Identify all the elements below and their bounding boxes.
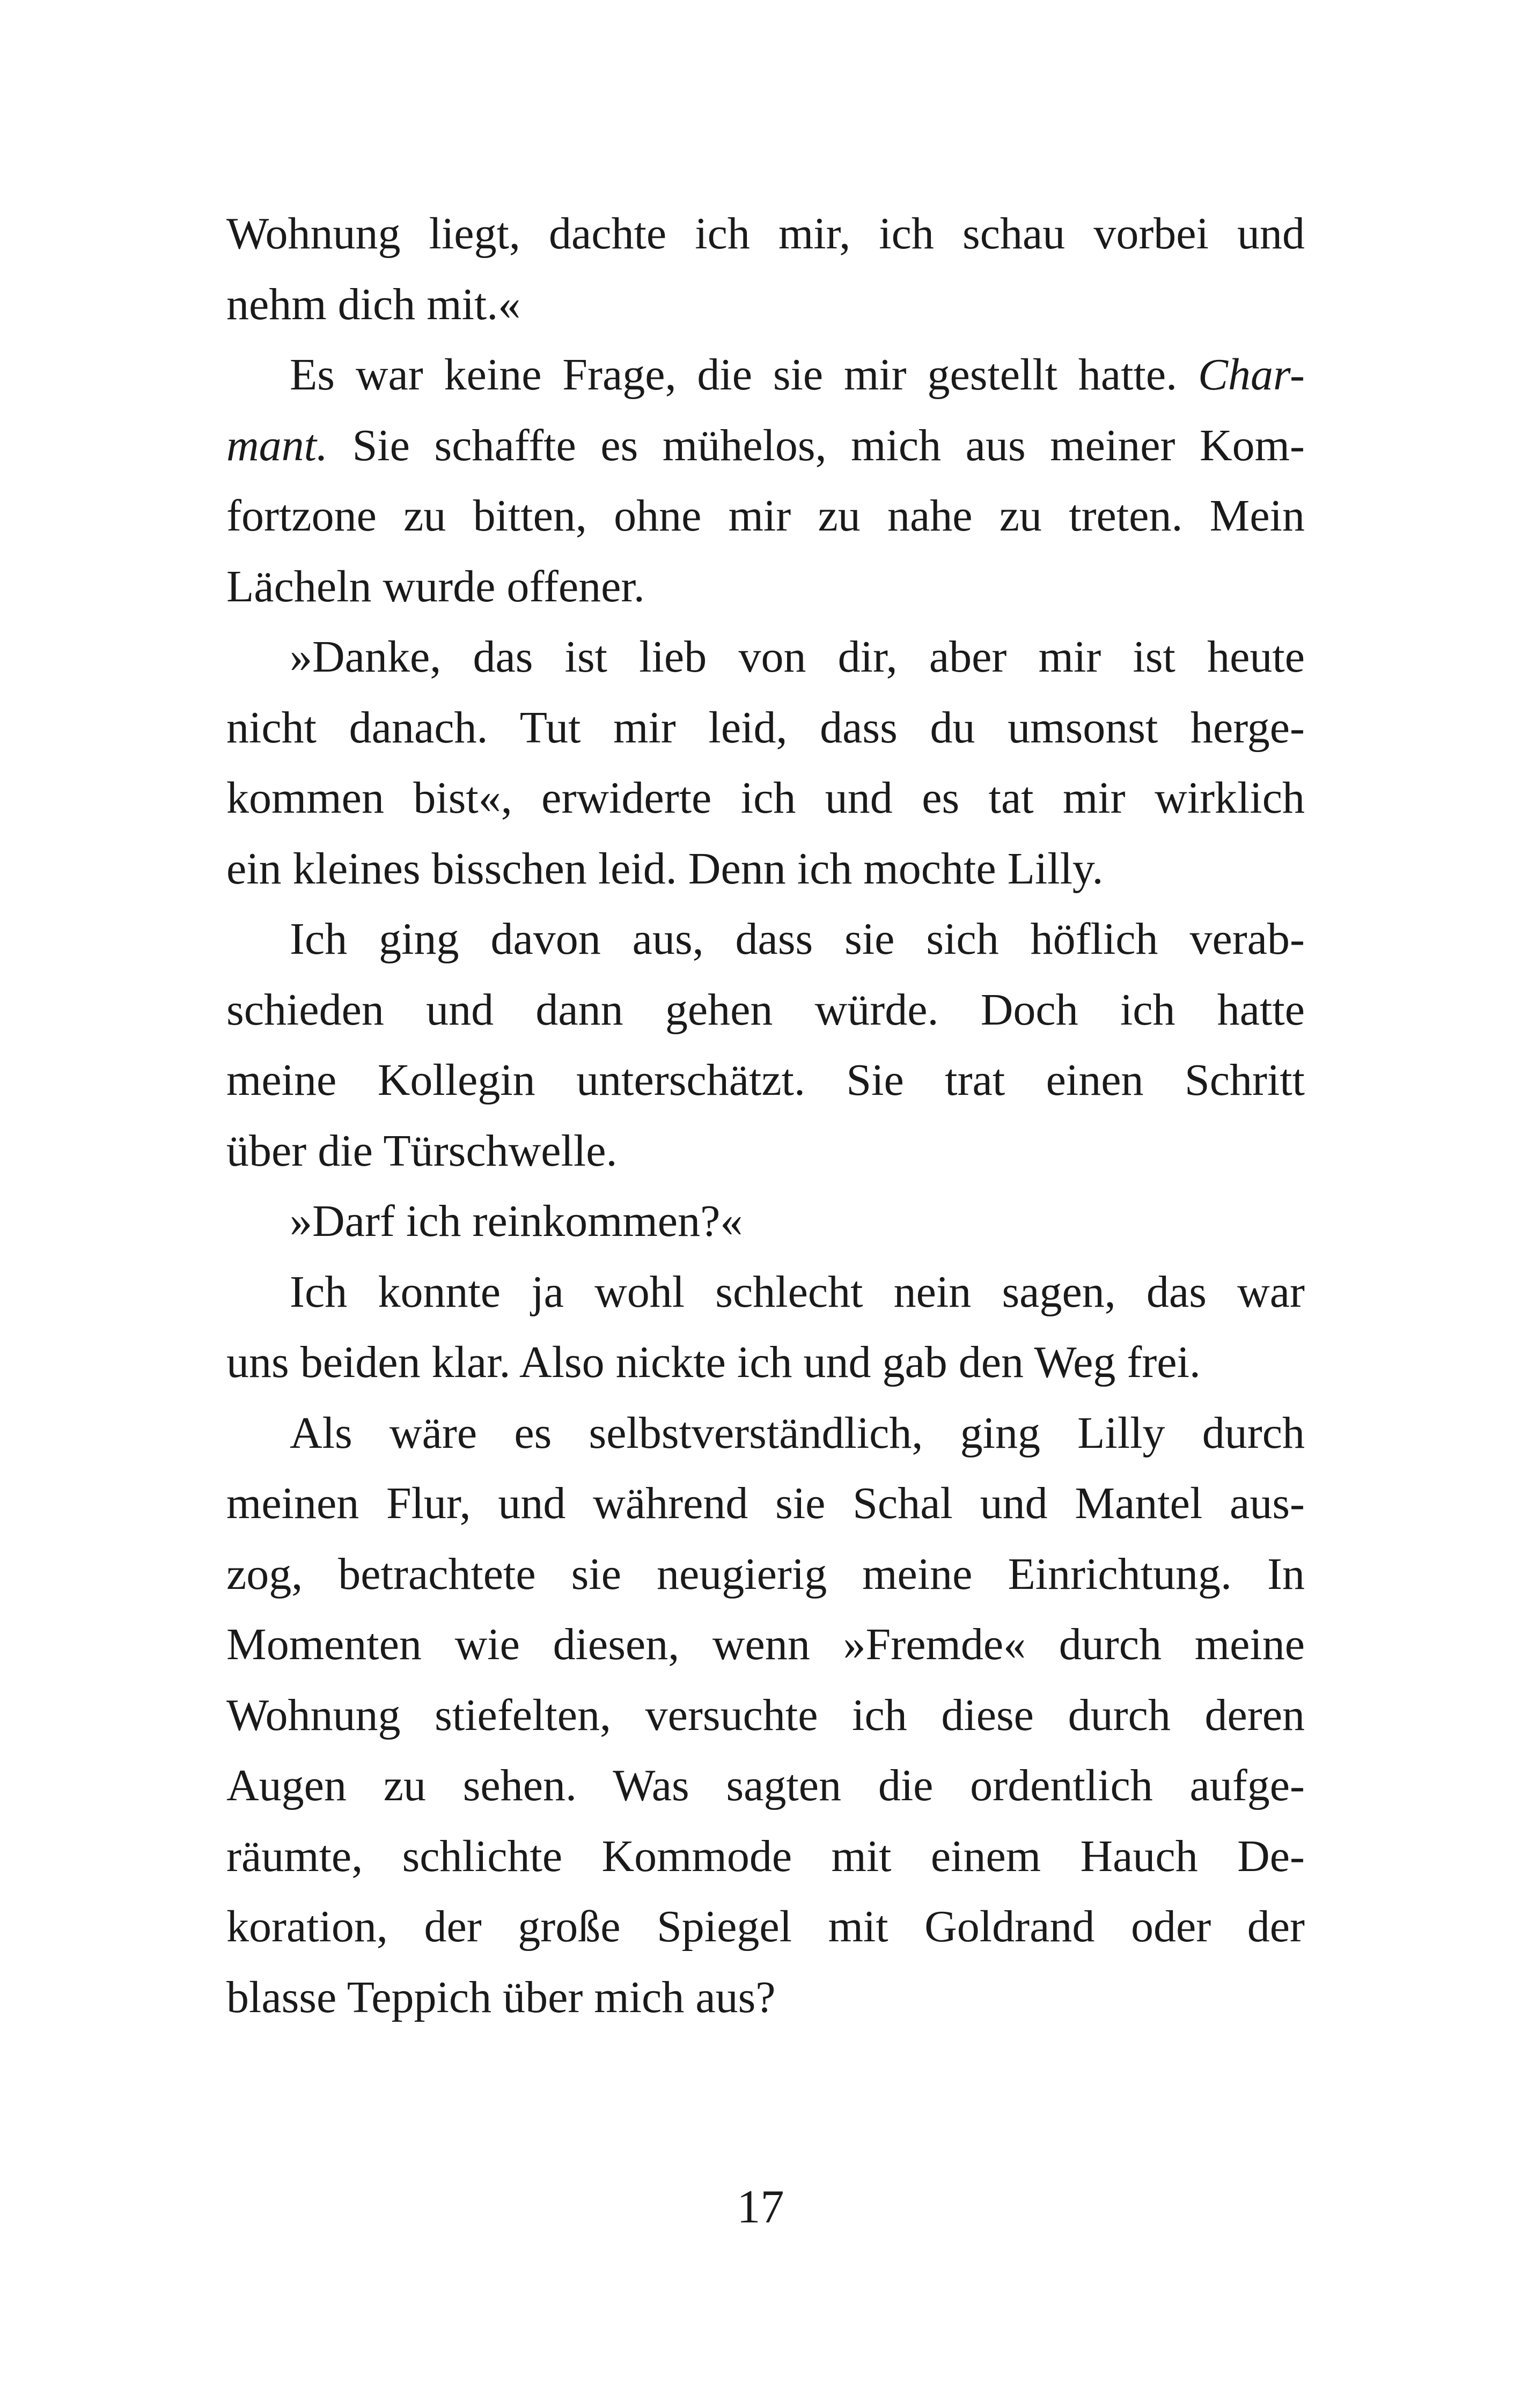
text-line: [226, 1045, 1305, 1116]
body-text: [226, 198, 1305, 2033]
text-line: [226, 551, 1305, 622]
text-line: [226, 1962, 1305, 2033]
text-line: [226, 904, 1305, 975]
text-line: [226, 1750, 1305, 1821]
text-segment: koration, der große Spiegel mit Goldrand oder der: [226, 1902, 1305, 1952]
text-segment: meinen Flur, und während sie Schal und Mantel aus-: [226, 1478, 1305, 1528]
text-segment: Augen zu sehen. Was sagten die ordentlich aufge-: [226, 1761, 1305, 1810]
text-line: [226, 198, 1305, 269]
text-segment: Als wäre es selbstverständlich, ging Lilly durch: [290, 1408, 1305, 1458]
text-line: [226, 763, 1305, 834]
italic-text-segment: Char-: [1197, 350, 1305, 400]
text-line: [226, 1468, 1305, 1539]
text-segment: fortzone zu bitten, ohne mir zu nahe zu treten. Mein: [226, 491, 1305, 541]
text-segment: zog, betrachtete sie neugierig meine Einrichtung. In: [226, 1549, 1305, 1599]
text-segment: »Darf ich reinkommen?«: [290, 1196, 743, 1246]
text-line: [226, 693, 1305, 763]
text-line: [226, 1539, 1305, 1610]
text-line: [226, 1186, 1305, 1257]
text-line: [226, 1821, 1305, 1892]
text-line: [226, 975, 1305, 1045]
text-line: [226, 1116, 1305, 1187]
text-segment: »Danke, das ist lieb von dir, aber mir ist heute: [290, 632, 1305, 682]
text-line: [226, 1680, 1305, 1751]
text-segment: Wohnung stiefelten, versuchte ich diese durch deren: [226, 1690, 1305, 1740]
text-segment: räumte, schlichte Kommode mit einem Hauch De-: [226, 1831, 1305, 1881]
text-segment: kommen bist«, erwiderte ich und es tat mir wirklich: [226, 773, 1305, 823]
text-segment: Es war keine Frage, die sie mir gestellt hatte.: [290, 350, 1198, 400]
text-segment: blasse Teppich über mich aus?: [226, 1972, 776, 2022]
text-segment: ein kleines bisschen leid. Denn ich mochte Lilly.: [226, 843, 1104, 894]
text-line: [226, 1609, 1305, 1680]
text-line: [226, 622, 1305, 693]
text-segment: Lächeln wurde offener.: [226, 561, 645, 612]
text-line: [226, 1891, 1305, 1962]
text-segment: uns beiden klar. Also nickte ich und gab den Weg frei.: [226, 1337, 1201, 1387]
text-segment: über die Türschwelle.: [226, 1125, 618, 1176]
text-line: [226, 1398, 1305, 1469]
text-segment: Ich ging davon aus, dass sie sich höflich verab-: [290, 914, 1305, 964]
text-line: [226, 410, 1305, 481]
text-segment: schieden und dann gehen würde. Doch ich hatte: [226, 984, 1305, 1035]
text-segment: Sie schaffte es mühelos, mich aus meiner Kom-: [328, 420, 1305, 470]
text-segment: Momenten wie diesen, wenn »Fremde« durch meine: [226, 1619, 1305, 1669]
text-line: [226, 269, 1305, 340]
page-number: 17: [737, 2181, 784, 2233]
text-line: [226, 1327, 1305, 1398]
text-line: [226, 481, 1305, 551]
text-line: [226, 340, 1305, 410]
text-line: [226, 834, 1305, 904]
text-segment: nehm dich mit.«: [226, 279, 521, 329]
italic-text-segment: mant.: [226, 420, 328, 470]
text-segment: Ich konnte ja wohl schlecht nein sagen, das war: [290, 1266, 1305, 1317]
text-segment: nicht danach. Tut mir leid, dass du umsonst herge-: [226, 702, 1305, 753]
text-line: [226, 1257, 1305, 1328]
text-segment: meine Kollegin unterschätzt. Sie trat einen Schritt: [226, 1055, 1305, 1105]
text-segment: Wohnung liegt, dachte ich mir, ich schau vorbei und: [226, 209, 1305, 259]
